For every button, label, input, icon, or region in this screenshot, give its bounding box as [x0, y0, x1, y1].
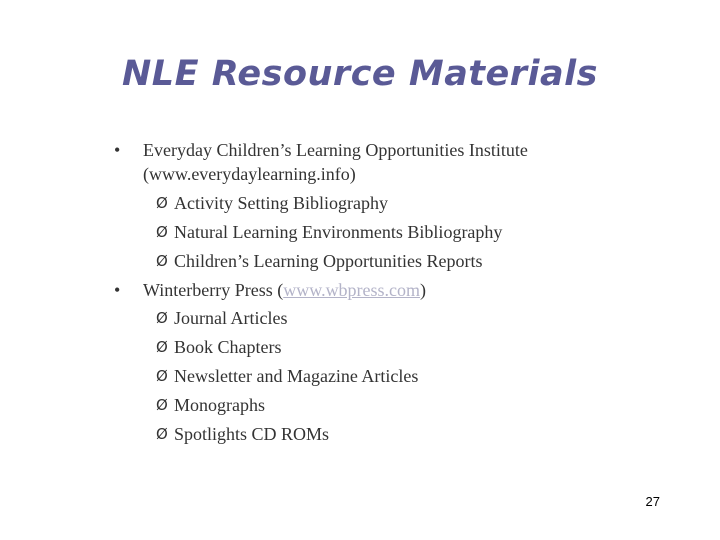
- sub-item: Activity Setting Bibliography: [174, 193, 388, 213]
- arrow-bullet-icon: Ø: [156, 396, 168, 414]
- arrow-bullet-icon: Ø: [156, 367, 168, 385]
- bullet-2-line: [143, 279, 426, 301]
- sub-item: Journal Articles: [174, 308, 288, 328]
- arrow-bullet-icon: Ø: [156, 223, 168, 241]
- sub-item: Book Chapters: [174, 337, 282, 357]
- bullet-1-line-1: Everyday Children’s Learning Opportunities Institute: [143, 140, 528, 160]
- bullet-1-line-2: (www.everydaylearning.info): [143, 164, 356, 184]
- sub-item: Monographs: [174, 395, 265, 415]
- bullet-2-text-before: Winterberry Press (: [143, 280, 284, 300]
- slide-title: NLE Resource Materials: [122, 54, 598, 94]
- sub-item: Children’s Learning Opportunities Reports: [174, 251, 483, 271]
- sub-item: Natural Learning Environments Bibliography: [174, 222, 503, 242]
- sub-item: Spotlights CD ROMs: [174, 424, 330, 444]
- arrow-bullet-icon: Ø: [156, 309, 168, 327]
- arrow-bullet-icon: Ø: [156, 425, 168, 443]
- bullet-marker: •: [114, 140, 121, 160]
- page-number: 27: [645, 494, 660, 509]
- arrow-bullet-icon: Ø: [156, 194, 168, 212]
- sub-item: Newsletter and Magazine Articles: [174, 366, 419, 386]
- bullet-marker: •: [114, 280, 121, 300]
- wbpress-link[interactable]: www.wbpress.com: [283, 280, 421, 300]
- arrow-bullet-icon: Ø: [156, 338, 168, 356]
- arrow-bullet-icon: Ø: [156, 252, 168, 270]
- bullet-2-text-after: ): [420, 280, 427, 300]
